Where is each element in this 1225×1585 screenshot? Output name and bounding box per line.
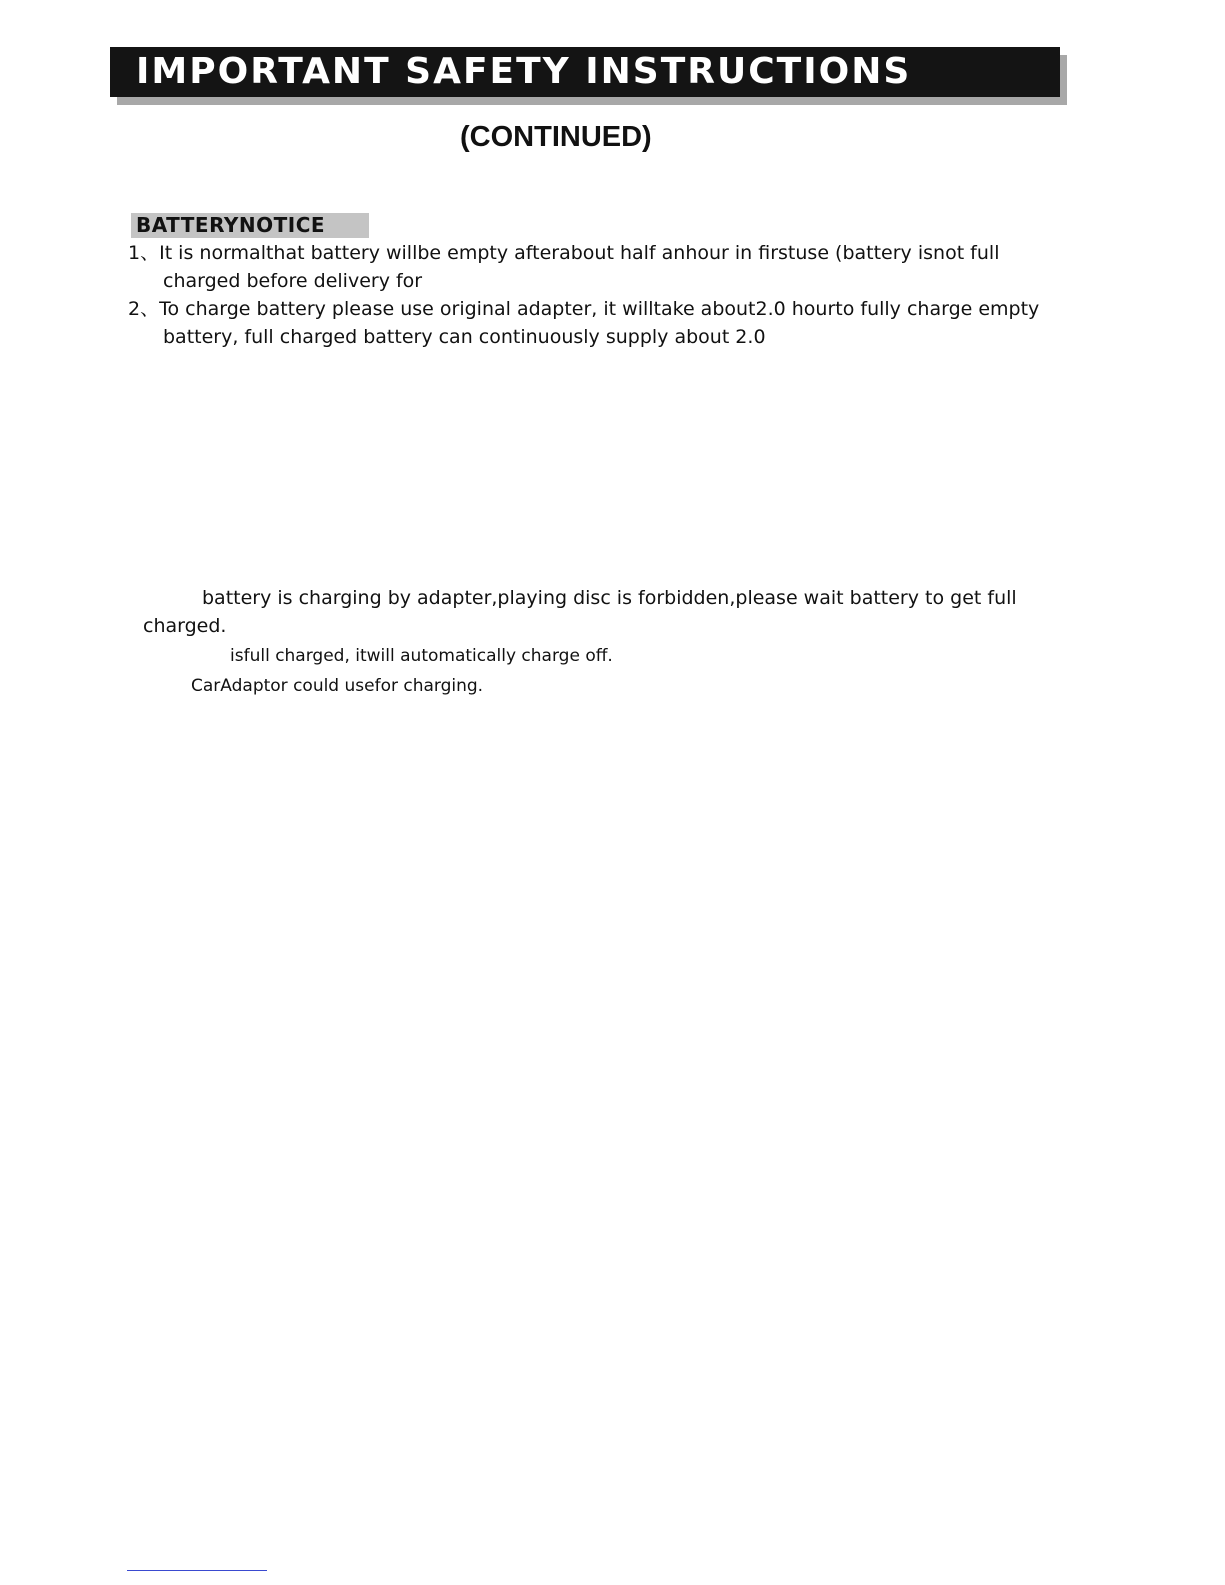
notice-item-2-line-2: battery, full charged battery can continuously supply about 2.0 xyxy=(163,326,766,348)
notice-fragment-1-line-1: battery is charging by adapter,playing disc is forbidden,please wait battery to get full xyxy=(202,587,1017,609)
section-heading-battery-notice: BATTERYNOTICE xyxy=(131,213,369,238)
notice-fragment-2: isfull charged, itwill automatically charge off. xyxy=(230,646,613,666)
notice-item-2-line-1: 2、To charge battery please use original adapter, it willtake about2.0 hourto fully charge empty xyxy=(128,298,1040,320)
notice-fragment-3: CarAdaptor could usefor charging. xyxy=(191,676,484,696)
notice-item-1-line-2: charged before delivery for xyxy=(163,270,423,292)
footer-rule xyxy=(127,1570,267,1571)
page-title: IMPORTANT SAFETY INSTRUCTIONS xyxy=(110,47,1060,97)
notice-item-1-line-1: 1、It is normalthat battery willbe empty afterabout half anhour in firstuse (battery isnot full xyxy=(128,242,1000,264)
page-subtitle: (CONTINUED) xyxy=(460,121,652,153)
notice-fragment-1-line-2: charged. xyxy=(143,615,227,637)
